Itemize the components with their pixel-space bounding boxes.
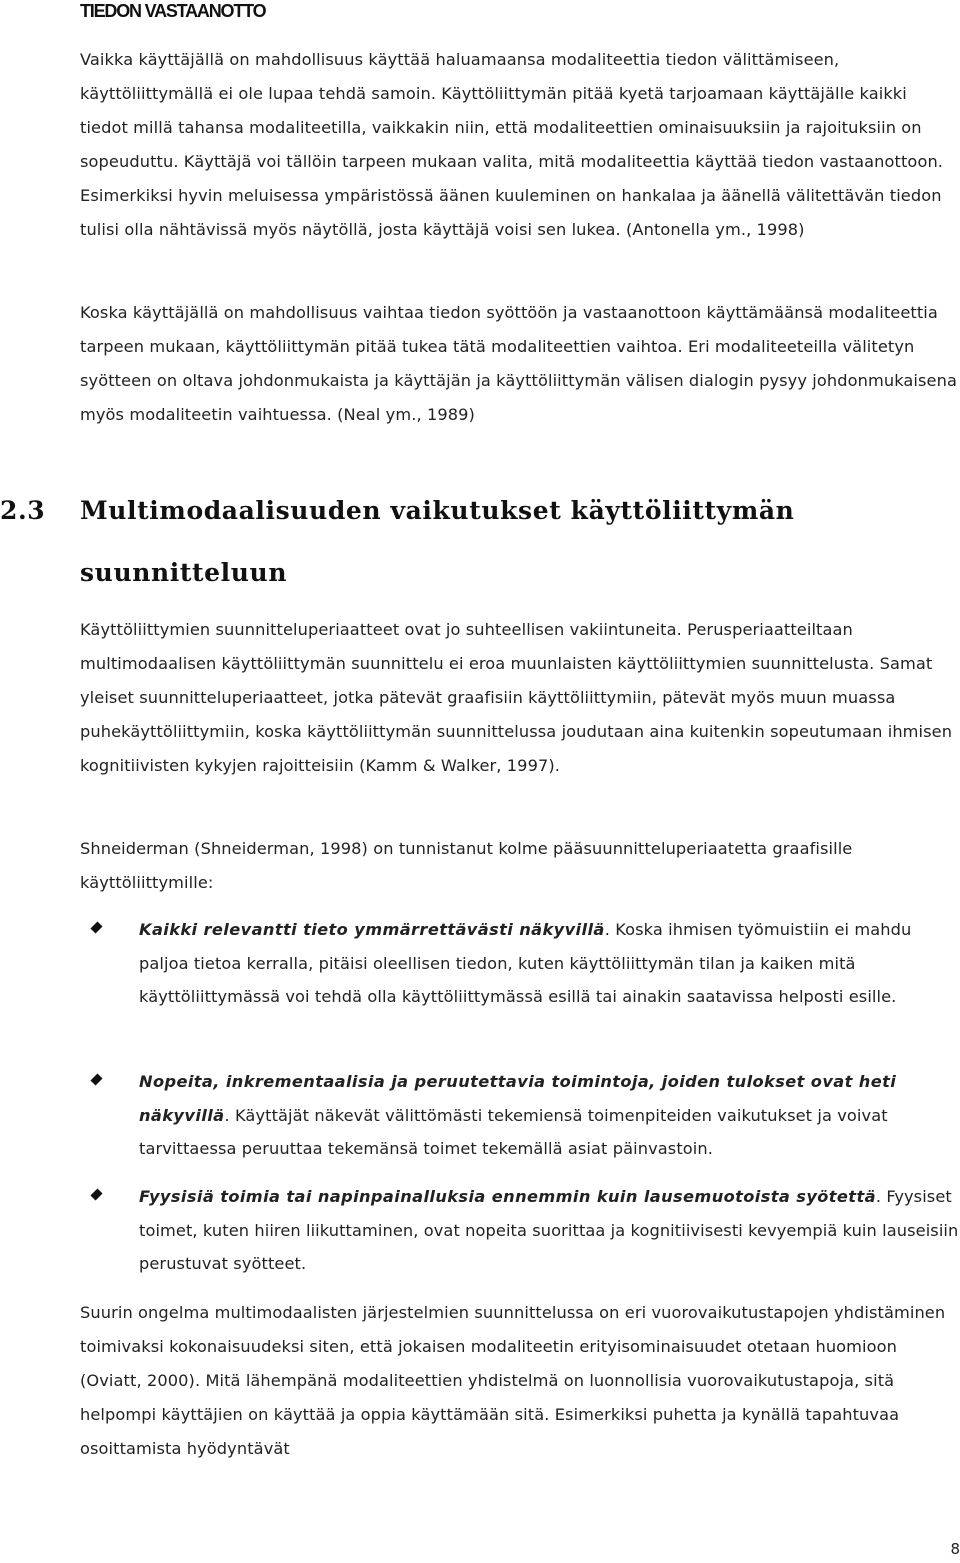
section-title: Multimodaalisuuden vaikutukset käyttöliittymän suunnitteluun <box>80 496 795 587</box>
bullet-item <box>92 1180 960 1281</box>
bullet-item <box>92 913 960 1014</box>
section-label: TIEDON VASTAANOTTO <box>80 1 266 21</box>
diamond-bullet-icon <box>90 921 102 933</box>
bullet-body: . Käyttäjät näkevät välittömästi tekemiensä toimenpiteiden vaikutukset ja voivat tarvittaessa peruuttaa tekemänsä toimet tekemällä asiat päinvastoin. <box>139 1105 888 1158</box>
bullet-lead: Fyysisiä toimia tai napinpainalluksia ennemmin kuin lausemuotoista syötettä <box>139 1187 876 1206</box>
diamond-bullet-icon <box>90 1073 102 1085</box>
bullet-text <box>139 913 960 1014</box>
paragraph-modality-switch: Koska käyttäjällä on mahdollisuus vaihtaa tiedon syöttöön ja vastaanottoon käyttämäänsä modaliteettia tarpeen mukaan, käyttöliittymän pitää tukea tätä modaliteettien vaihtoa. Eri modaliteeteilla välitetyn syötteen on oltava johdonmukaista ja käyttäjän ja käyttöliittymän välisen dialogin pysyy johdonmukaisena myös modaliteetin vaihtuessa. (Neal ym., 1989) <box>80 303 957 424</box>
section-heading <box>0 480 950 604</box>
bullet-item <box>92 1065 960 1166</box>
page-number: 8 <box>950 1540 960 1558</box>
bullet-lead: Nopeita, inkrementaalisia ja peruutettavia toimintoja, joiden tulokset ovat heti näkyvillä <box>139 1072 897 1125</box>
section-number: 2.3 <box>0 496 46 525</box>
bullet-text <box>139 1180 960 1281</box>
paragraph-shneiderman: Shneiderman (Shneiderman, 1998) on tunnistanut kolme pääsuunnitteluperiaatetta graafisille käyttöliittymille: <box>80 839 853 892</box>
paragraph-design-principles: Käyttöliittymien suunnitteluperiaatteet ovat jo suhteellisen vakiintuneita. Perusperiaatteiltaan multimodaalisen käyttöliittymän suunnittelu ei eroa muunlaisten käyttöliittymien suunnittelusta. Samat yleiset suunnitteluperiaatteet, jotka pätevät graafisiin käyttöliittymiin, pätevät myös muun muassa puhekäyttöliittymiin, koska käyttöliittymän suunnittelussa joudutaan aina kuitenkin sopeutumaan ihmisen kognitiivisten kykyjen rajoitteisiin (Kamm & Walker, 1997). <box>80 620 953 775</box>
bullet-text <box>139 1065 960 1166</box>
paragraph-intro: Vaikka käyttäjällä on mahdollisuus käyttää haluamaansa modaliteettia tiedon välittämiseen, käyttöliittymällä ei ole lupaa tehdä samoin. Käyttöliittymän pitää kyetä tarjoamaan käyttäjälle kaikki tiedot millä tahansa modaliteetilla, vaikkakin niin, että modaliteettien ominaisuuksiin ja rajoituksiin on sopeuduttu. Käyttäjä voi tällöin tarpeen mukaan valita, mitä modaliteettia käyttää tiedon vastaanottoon. Esimerkiksi hyvin meluisessa ympäristössä äänen kuuleminen on hankalaa ja äänellä välitettävän tiedon tulisi olla nähtävissä myös näytöllä, josta käyttäjä voisi sen lukea. (Antonella ym., 1998) <box>80 50 944 239</box>
bullet-body: . Koska ihmisen työmuistiin ei mahdu paljoa tietoa kerralla, pitäisi oleellisen tiedon, kuten käyttöliittymän tilan ja kaiken mitä käyttöliittymässä voi tehdä olla käyttöliittymässä esillä tai ainakin saatavissa helposti esille. <box>139 920 912 1006</box>
paragraph-challenges: Suurin ongelma multimodaalisten järjestelmien suunnittelussa on eri vuorovaikutustapojen yhdistäminen toimivaksi kokonaisuudeksi siten, että jokaisen modaliteetin erityisominaisuudet otetaan huomioon (Oviatt, 2000). Mitä lähempänä modaliteettien yhdistelmä on luonnollisia vuorovaikutustapoja, sitä helpompi käyttäjien on käyttää ja oppia käyttämään sitä. Esimerkiksi puhetta ja kynällä tapahtuvaa osoittamista hyödyntävät <box>80 1303 946 1458</box>
diamond-bullet-icon <box>90 1188 102 1200</box>
bullet-body: . Fyysiset toimet, kuten hiiren liikuttaminen, ovat nopeita suorittaa ja kognitiivisesti kevyempiä kuin lauseisiin perustuvat syötteet. <box>139 1187 959 1273</box>
bullet-lead: Kaikki relevantti tieto ymmärrettävästi näkyvillä <box>139 920 605 939</box>
